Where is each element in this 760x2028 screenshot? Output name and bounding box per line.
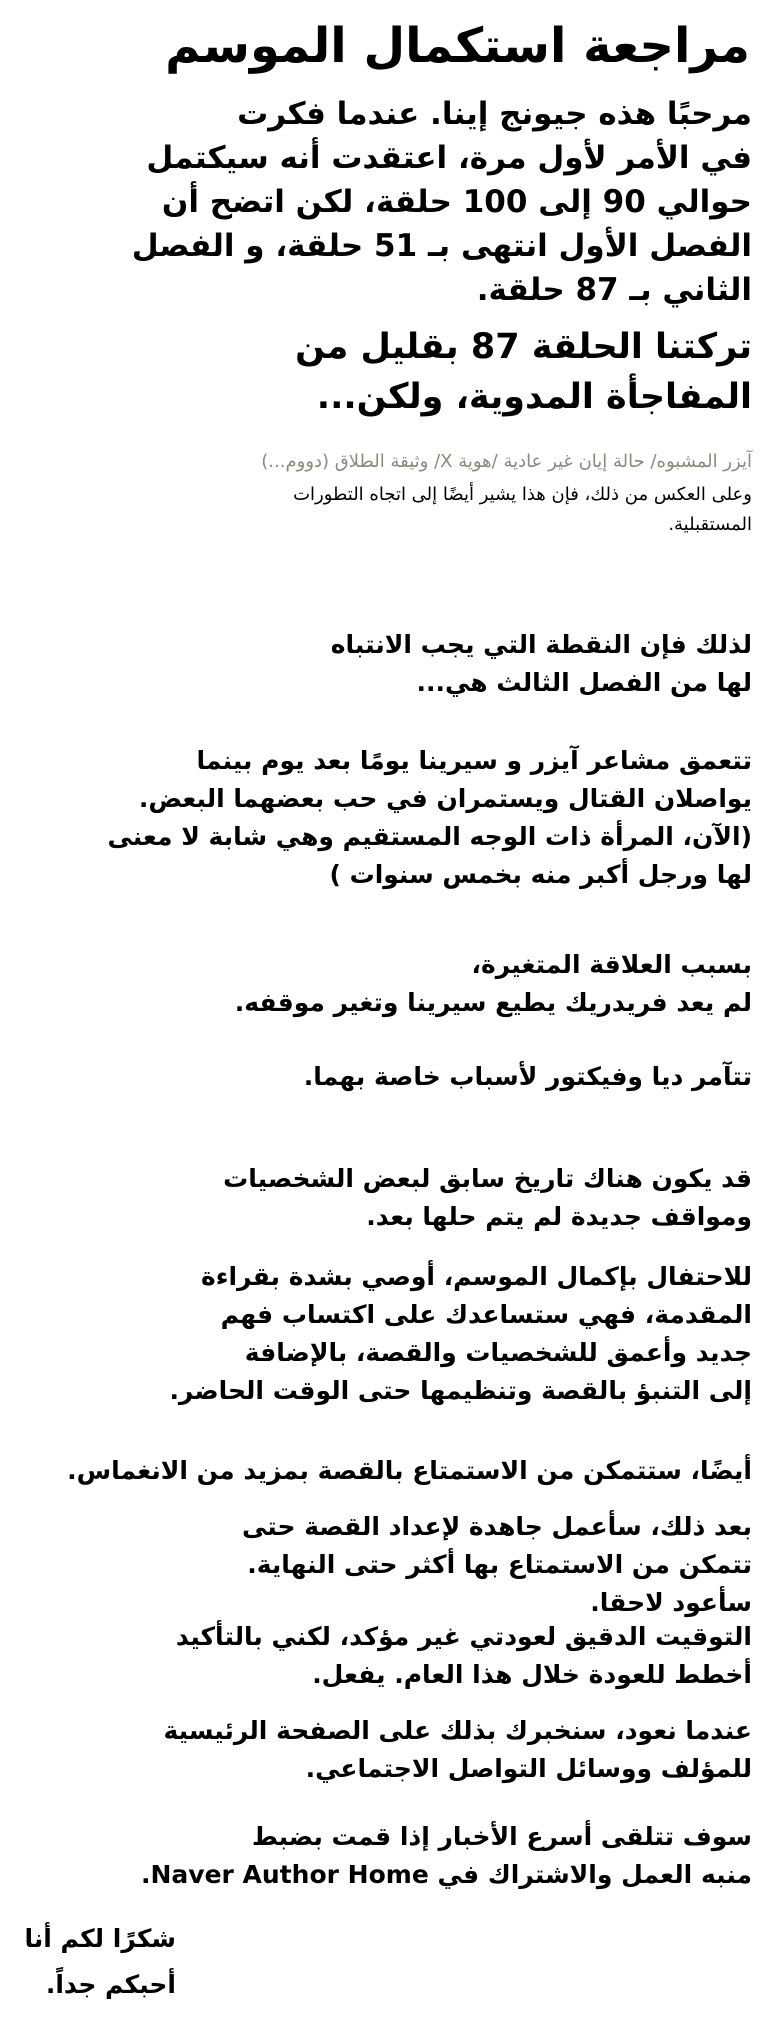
episode-subheading: تركتنا الحلقة 87 بقليل من المفاجأة المدوية، ولكن... — [295, 327, 752, 417]
paragraph-subscription: سوف تتلقى أسرع الأخبار إذا قمت بضبط منبه العمل والاشتراك في Naver Author Home. — [140, 1822, 752, 1889]
future-note: وعلى العكس من ذلك، فإن هذا يشير أيضًا إلى اتجاه التطورات المستقبلية. — [293, 484, 752, 535]
paragraph-return-timing: التوقيت الدقيق لعودتي غير مؤكد، لكني بالتأكيد أخطط للعودة خلال هذا العام. يفعل. — [175, 1622, 752, 1689]
plot-tags-line: آيزر المشبوه/ حالة إيان غير عادية /هوية X/ وثيقة الطلاق (دووم...) — [261, 451, 752, 472]
paragraph-preparation: بعد ذلك، سأعمل جاهدة لإعداد القصة حتى تتمكن من الاستمتاع بها أكثر حتى النهاية. سأعود لاحقا. — [241, 1512, 752, 1617]
intro-paragraph: مرحبًا هذه جيونج إينا. عندما فكرت في الأمر لأول مرة، اعتقدت أنه سيكتمل حوالي 90 إلى 100 حلقة، لكن اتضح أن الفصل الأول انتهى بـ 51 حلقة، و الفصل الثاني بـ 87 حلقة. — [131, 96, 752, 308]
paragraph-recommendation: للاحتفال بإكمال الموسم، أوصي بشدة بقراءة المقدمة، فهي ستساعدك على اكتساب فهم جديد وأعمق للشخصيات والقصة، بالإضافة إلى التنبؤ بالقصة وتنظيمها حتى الوقت الحاضر. — [169, 1262, 752, 1405]
page-title: مراجعة استكمال الموسم — [165, 18, 750, 74]
paragraph-history: قد يكون هناك تاريخ سابق لبعض الشخصيات ومواقف جديدة لم يتم حلها بعد. — [223, 1164, 752, 1231]
paragraph-conspiracy: تتآمر ديا وفيكتور لأسباب خاصة بهما. — [303, 1062, 752, 1091]
closing-thanks: شكرًا لكم أنا أحبكم جداً. — [24, 1924, 176, 1999]
paragraph-chapter-three: لذلك فإن النقطة التي يجب الانتباه لها من الفصل الثالث هي... — [330, 630, 752, 697]
paragraph-feelings: تتعمق مشاعر آيزر و سيرينا يومًا بعد يوم بينما يواصلان القتال ويستمران في حب بعضهما البعض. (الآن، المرأة ذات الوجه المستقيم وهي شابة لا معنى لها ورجل أكبر منه بخمس سنوات ) — [107, 746, 752, 889]
paragraph-announcement: عندما نعود، سنخبرك بذلك على الصفحة الرئيسية للمؤلف ووسائل التواصل الاجتماعي. — [163, 1716, 752, 1783]
paragraph-immersion: أيضًا، ستتمكن من الاستمتاع بالقصة بمزيد من الانغماس. — [67, 1456, 752, 1485]
paragraph-relationship: بسبب العلاقة المتغيرة، لم يعد فريدريك يطيع سيرينا وتغير موقفه. — [234, 950, 752, 1017]
